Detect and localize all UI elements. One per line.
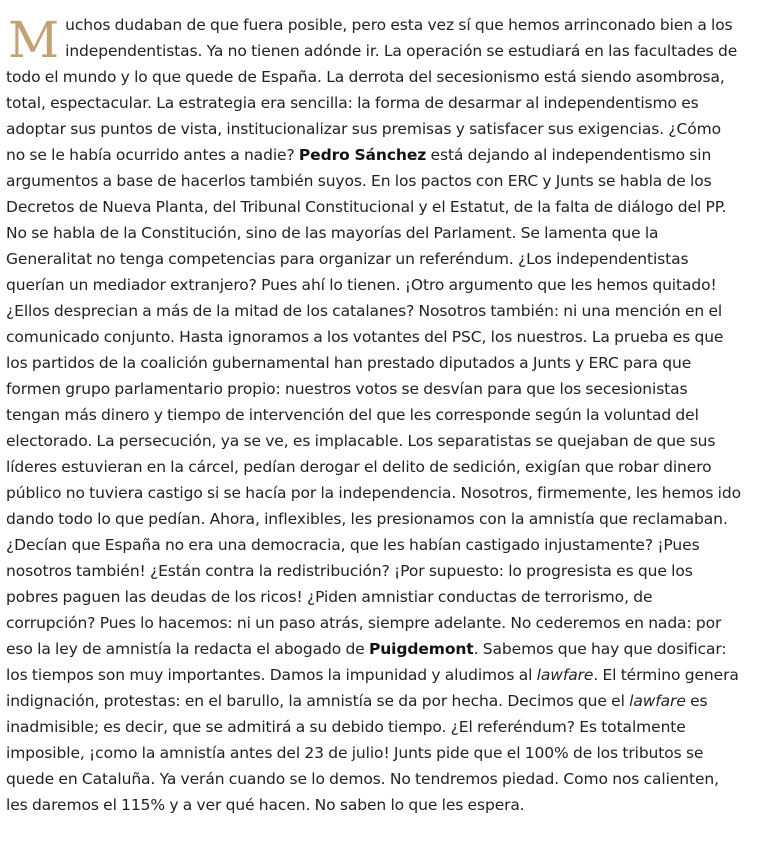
paragraph-text-4: . El término genera indignación, protestas: en el barullo, la amnistía se da por hecha. Decimos que el — [6, 666, 739, 710]
person-name-puigdemont: Puigdemont — [368, 640, 474, 658]
paragraph-text-1: uchos dudaban de que fuera posible, pero esta vez sí que hemos arrinconado bien a los independentistas. Ya no tienen adónde ir. La operación se estudiará en las facultades de todo el mundo y lo que quede de España. La derrota del secesionismo está siendo asombrosa, total, espectacular. La estrategia era sencilla: la forma de desarmar al independentismo es adoptar sus puntos de vista, institucionalizar sus premisas y satisfacer sus exigencias. ¿Cómo no se le había ocurrido antes a nadie? — [6, 16, 738, 164]
article-body — [6, 12, 742, 818]
paragraph-text-5: es inadmisible; es decir, que se admitirá a su debido tiempo. ¿El referéndum? Es totalmente imposible, ¡como la amnistía antes del 23 de julio! Junts pide que el 100% de los tributos se quede en Cataluña. Ya verán cuando se lo demos. No tendremos piedad. Como nos calienten, les daremos el 115% y a ver qué hacen. No saben lo que les espera. — [6, 692, 719, 814]
person-name-pedro-sanchez: Pedro Sánchez — [298, 146, 427, 164]
paragraph-text-3: . Sabemos que hay que dosificar: los tiempos son muy importantes. Damos la impunidad y aludimos al — [6, 640, 727, 684]
term-lawfare-1: lawfare — [536, 666, 594, 684]
term-lawfare-2: lawfare — [629, 692, 686, 710]
drop-cap: M — [8, 11, 60, 69]
paragraph-text-2: está dejando al independentismo sin argumentos a base de hacerlos también suyos. En los pactos con ERC y Junts se habla de los Decretos de Nueva Planta, del Tribunal Constitucional y el Estatut, de la falta de diálogo del PP. No se habla de la Constitución, sino de las mayorías del Parlament. Se lamenta que la Generalitat no tenga competencias para organizar un referéndum. ¿Los independentistas querían un mediador extranjero? Pues ahí lo tienen. ¡Otro argumento que les hemos quitado! ¿Ellos desprecian a más de la mitad de los catalanes? Nosotros también: ni una mención en el comunicado conjunto. Hasta ignoramos a los votantes del PSC, los nuestros. La prueba es que los partidos de la coalición gubernamental han prestado diputados a Junts y ERC para que formen grupo parlamentario propio: nuestros votos se desvían para que los secesionistas tengan más dinero y tiempo de intervención del que les corresponde según la voluntad del electorado. La persecución, ya se ve, es implacable. Los separatistas se quejaban de que sus líderes estuvieran en la cárcel, pedían derogar el delito de sedición, exigían que robar dinero público no tuviera castigo si se hacía por la independencia. Nosotros, firmemente, les hemos ido dando todo lo que pedían. Ahora, inflexibles, les presionamos con la amnistía que reclamaban. ¿Decían que España no era una democracia, que les habían castigado injustamente? ¡Pues nosotros también! ¿Están contra la redistribución? ¡Por supuesto: lo progresista es que los pobres paguen las deudas de los ricos! ¿Piden amnistiar conductas de terrorismo, de corrupción? Pues lo hacemos: ni un paso atrás, siempre adelante. No cederemos en nada: por eso la ley de amnistía la redacta el abogado de — [6, 146, 741, 658]
